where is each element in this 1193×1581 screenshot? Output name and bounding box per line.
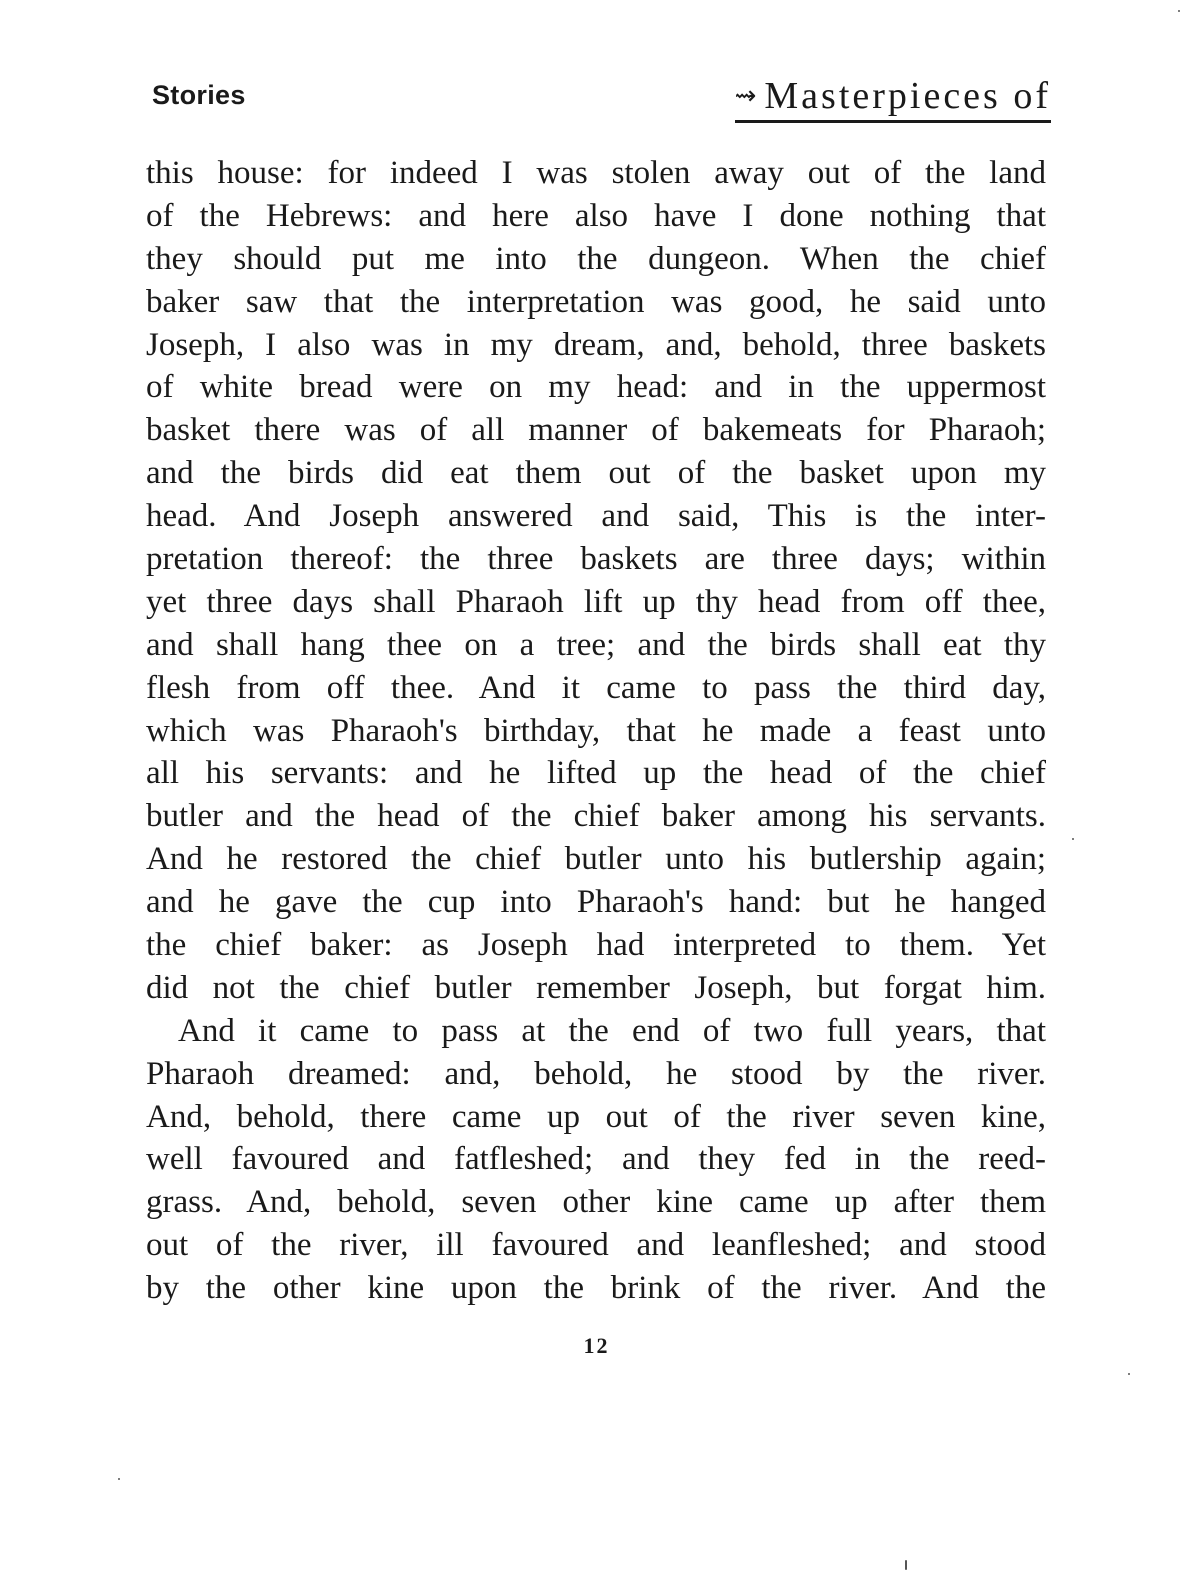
ornament-icon: ⇝ bbox=[734, 81, 757, 111]
text-line: by the other kine upon the brink of the river. And the bbox=[146, 1270, 1046, 1307]
text-line: out of the river, ill favoured and leanfleshed; and stood bbox=[146, 1227, 1046, 1264]
scan-speck bbox=[1128, 1373, 1130, 1375]
running-head-left: Stories bbox=[152, 80, 246, 110]
text-line: did not the chief butler remember Joseph, but forgat him. bbox=[146, 969, 1046, 1006]
text-line: and shall hang thee on a tree; and the birds shall eat thy bbox=[146, 626, 1046, 663]
text-line: baker saw that the interpretation was good, he said unto bbox=[146, 283, 1046, 320]
text-line: Joseph, I also was in my dream, and, behold, three baskets bbox=[146, 326, 1046, 363]
text-line: well favoured and fatfleshed; and they fed in the reed- bbox=[146, 1141, 1046, 1178]
running-head-title: Masterpieces of bbox=[764, 75, 1051, 117]
scan-speck bbox=[1072, 838, 1074, 840]
text-line: flesh from off thee. And it came to pass the third day, bbox=[146, 669, 1046, 706]
paragraph-first-line: And it came to pass at the end of two full years, that bbox=[178, 1012, 1046, 1049]
text-line: head. And Joseph answered and said, This is the inter- bbox=[146, 498, 1046, 535]
text-line: butler and the head of the chief baker among his servants. bbox=[146, 798, 1046, 835]
text-line: which was Pharaoh's birthday, that he made a feast unto bbox=[146, 712, 1046, 749]
text-line: of white bread were on my head: and in the uppermost bbox=[146, 369, 1046, 406]
text-line: of the Hebrews: and here also have I done nothing that bbox=[146, 197, 1046, 234]
scan-speck bbox=[118, 1478, 120, 1480]
scan-speck bbox=[1178, 10, 1180, 12]
text-line: And, behold, there came up out of the river seven kine, bbox=[146, 1098, 1046, 1135]
running-head-right bbox=[735, 74, 1051, 123]
text-line: And he restored the chief butler unto his butlership again; bbox=[146, 841, 1046, 878]
text-line: the chief baker: as Joseph had interpreted to them. Yet bbox=[146, 927, 1046, 964]
body-text bbox=[146, 152, 1046, 1310]
text-line: yet three days shall Pharaoh lift up thy head from off thee, bbox=[146, 583, 1046, 620]
text-line: pretation thereof: the three baskets are three days; within bbox=[146, 541, 1046, 578]
text-line: basket there was of all manner of bakemeats for Pharaoh; bbox=[146, 412, 1046, 449]
text-line: all his servants: and he lifted up the head of the chief bbox=[146, 755, 1046, 792]
text-line: and the birds did eat them out of the basket upon my bbox=[146, 455, 1046, 492]
text-line: and he gave the cup into Pharaoh's hand: but he hanged bbox=[146, 884, 1046, 921]
page-number: 12 bbox=[583, 1333, 610, 1358]
text-line: grass. And, behold, seven other kine came up after them bbox=[146, 1184, 1046, 1221]
text-line: they should put me into the dungeon. When the chief bbox=[146, 240, 1046, 277]
scan-speck bbox=[905, 1560, 907, 1570]
text-line: this house: for indeed I was stolen away out of the land bbox=[146, 155, 1046, 191]
text-line: Pharaoh dreamed: and, behold, he stood by the river. bbox=[146, 1055, 1046, 1092]
